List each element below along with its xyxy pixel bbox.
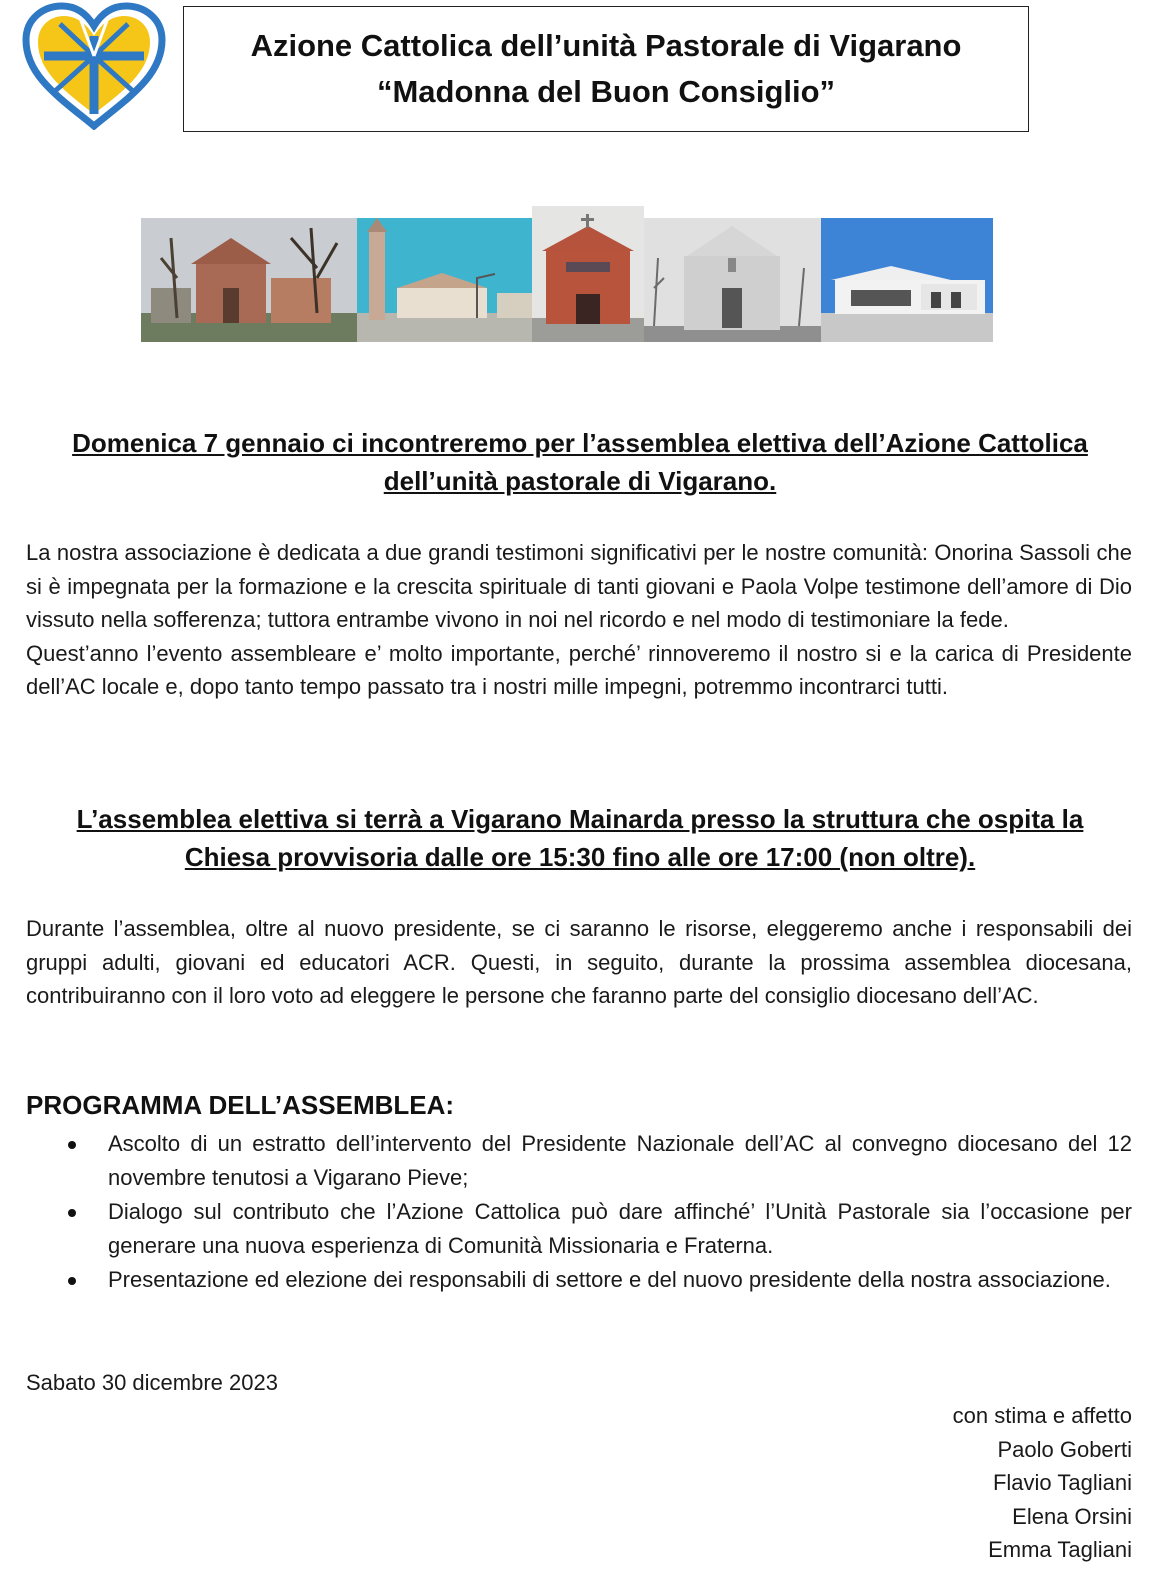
- program-list: [26, 1127, 1132, 1297]
- location-heading-line2: Chiesa provvisoria dalle ore 15:30 fino alle ore 17:00 (non oltre).: [184, 842, 976, 872]
- paragraph-elections: Durante l’assemblea, oltre al nuovo presidente, se ci saranno le risorse, eleggeremo anche i responsabili dei gruppi adulti, giovani ed educatori ACR. Questi, in seguito, durante la prossima assemblea diocesana, contribuiranno con il loro voto ad eleggere le persone che faranno parte del consiglio diocesano dell’AC.: [26, 916, 1132, 1008]
- assembly-location-heading: [26, 800, 1134, 876]
- announcement-heading-line2: dell’unità pastorale di Vigarano.: [383, 466, 777, 496]
- location-heading-line1: L’assemblea elettiva si terrà a Vigarano Mainarda presso la struttura che ospita la: [76, 804, 1084, 834]
- assembly-announcement-heading: [26, 424, 1134, 500]
- header-title-line1: Azione Cattolica dell’unità Pastorale di Vigarano: [250, 28, 962, 63]
- header-title-box: [183, 6, 1029, 132]
- signature-name: Paolo Goberti: [997, 1436, 1132, 1462]
- white-church-photo-icon: [644, 218, 821, 342]
- signature-block: [953, 1399, 1132, 1567]
- signature-greeting: con stima e affetto: [952, 1403, 1132, 1428]
- program-item: Presentazione ed elezione dei responsabili di settore e del nuovo presidente della nostra associazione.: [26, 1263, 1132, 1297]
- paragraph-witnesses: La nostra associazione è dedicata a due grandi testimoni significativi per le nostre comunità: Onorina Sassoli che si è impegnata per la formazione e la crescita spirituale di tanti giovani e Paola Volpe testimone dell’amore di Dio vissuto nella sofferenza; tuttora entrambe vivono in noi nel ricordo e nel modo di testimoniare la fede.: [26, 540, 1132, 632]
- program-item: Dialogo sul contributo che l’Azione Cattolica può dare affinché’ l’Unità Pastorale sia l’occasione per generare una nuova esperienza di Comunità Missionaria e Fraterna.: [26, 1195, 1132, 1263]
- program-item: Ascolto di un estratto dell’intervento del Presidente Nazionale dell’AC al convegno diocesano del 12 novembre tenutosi a Vigarano Pieve;: [26, 1127, 1132, 1195]
- church-photo-strip: [141, 206, 1013, 342]
- association-paragraph: [26, 536, 1132, 704]
- signature-name: Emma Tagliani: [988, 1537, 1132, 1562]
- brick-church-photo-icon: [532, 206, 644, 342]
- bell-tower-photo-icon: [357, 218, 532, 342]
- church-photo-icon: [141, 218, 357, 342]
- signature-name: Flavio Tagliani: [992, 1470, 1132, 1495]
- program-title: PROGRAMMA DELL’ASSEMBLEA:: [26, 1090, 455, 1120]
- provisional-church-photo-icon: [821, 218, 993, 342]
- paragraph-event-importance: Quest’anno l’evento assembleare e’ molto importante, perché’ rinnoveremo il nostro si e la carica di Presidente dell’AC locale e, dopo tanto tempo passato tra i nostri mille impegni, potremmo incontrarci tutti.: [26, 640, 1132, 699]
- signature-name: Elena Orsini: [1012, 1503, 1132, 1529]
- announcement-heading-line1: Domenica 7 gennaio ci incontreremo per l’assemblea elettiva dell’Azione Cattolica: [72, 428, 1088, 458]
- election-paragraph: [26, 912, 1132, 1013]
- header-title-line2: “Madonna del Buon Consiglio”: [376, 74, 836, 109]
- document-date: Sabato 30 dicembre 2023: [26, 1370, 278, 1395]
- ac-heart-cross-logo-icon: [20, 2, 168, 130]
